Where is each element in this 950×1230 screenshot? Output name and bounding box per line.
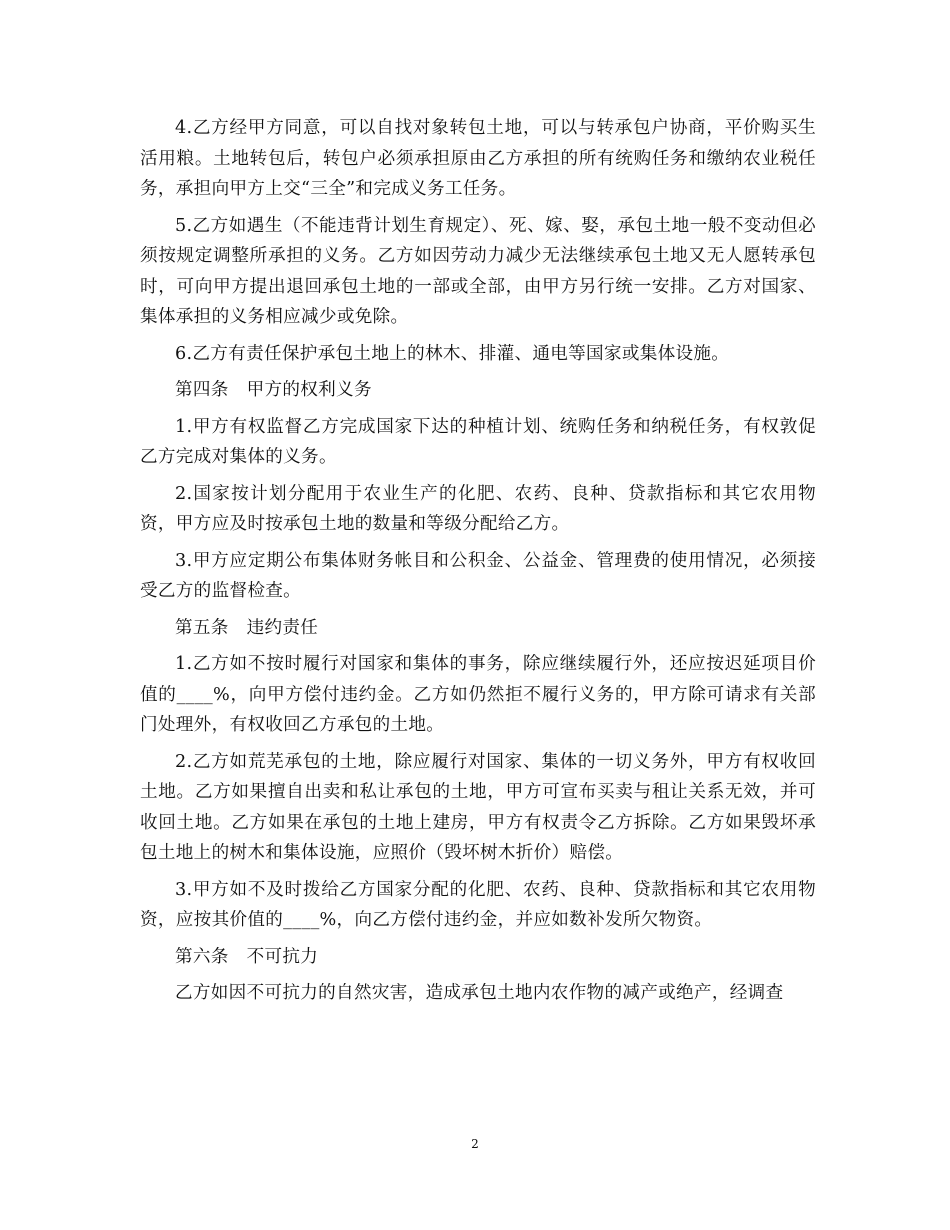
- clause-5-item-1: 1.乙方如不按时履行对国家和集体的事务，除应继续履行外，还应按迟延项目价值的____%，向甲方偿付违约金。乙方如仍然拒不履行义务的，甲方除可请求有关部门处理外，有权收回乙方承包的土地。: [140, 654, 816, 735]
- clause-3-item-6: 6.乙方有责任保护承包土地上的林木、排灌、通电等国家或集体设施。: [175, 343, 730, 364]
- clause-5-item-2: 2.乙方如荒芜承包的土地，除应履行对国家、集体的一切义务外，甲方有权收回土地。乙方如果擅自出卖和私让承包的土地，甲方可宣布买卖与租让关系无效，并可收回土地。乙方如果在承包的土地上建房，甲方有权责令乙方拆除。乙方如果毁坏承包土地上的树木和集体设施，应照价（毁坏树木折价）赔偿。: [140, 751, 816, 863]
- article-5-heading: 第五条 违约责任: [175, 617, 319, 638]
- clause-4-item-1: 1.甲方有权监督乙方完成国家下达的种植计划、统购任务和纳税任务，有权敦促乙方完成对集体的义务。: [140, 416, 816, 467]
- clause-3-item-4: 4.乙方经甲方同意，可以自找对象转包土地，可以与转承包户协商，平价购买生活用粮。土地转包后，转包户必须承担原由乙方承担的所有统购任务和缴纳农业税任务，承担向甲方上交“三全”和完成义务工任务。: [140, 118, 816, 199]
- clause-3-item-5: 5.乙方如遇生（不能违背计划生育规定）、死、嫁、娶，承包土地一般不变动但必须按规定调整所承担的义务。乙方如因劳动力减少无法继续承包土地又无人愿转承包时，可向甲方提出退回承包土地的一部或全部，由甲方另行统一安排。乙方对国家、集体承担的义务相应减少或免除。: [140, 215, 816, 327]
- article-4-heading: 第四条 甲方的权利义务: [175, 380, 372, 400]
- article-6-heading: 第六条 不可抗力: [175, 946, 319, 967]
- document-body: [140, 113, 816, 1009]
- clause-6-text: 乙方如因不可抗力的自然灾害，造成承包土地内农作物的减产或绝产，经调查: [175, 983, 784, 1003]
- clause-5-item-3: 3.甲方如不及时拨给乙方国家分配的化肥、农药、良种、贷款指标和其它农用物资，应按其价值的____%，向乙方偿付违约金，并应如数补发所欠物资。: [140, 879, 816, 930]
- clause-4-item-3: 3.甲方应定期公布集体财务帐目和公积金、公益金、管理费的使用情况，必须接受乙方的监督检查。: [140, 550, 816, 601]
- page-number: 2: [471, 1137, 479, 1151]
- clause-4-item-2: 2.国家按计划分配用于农业生产的化肥、农药、良种、贷款指标和其它农用物资，甲方应及时按承包土地的数量和等级分配给乙方。: [140, 483, 816, 534]
